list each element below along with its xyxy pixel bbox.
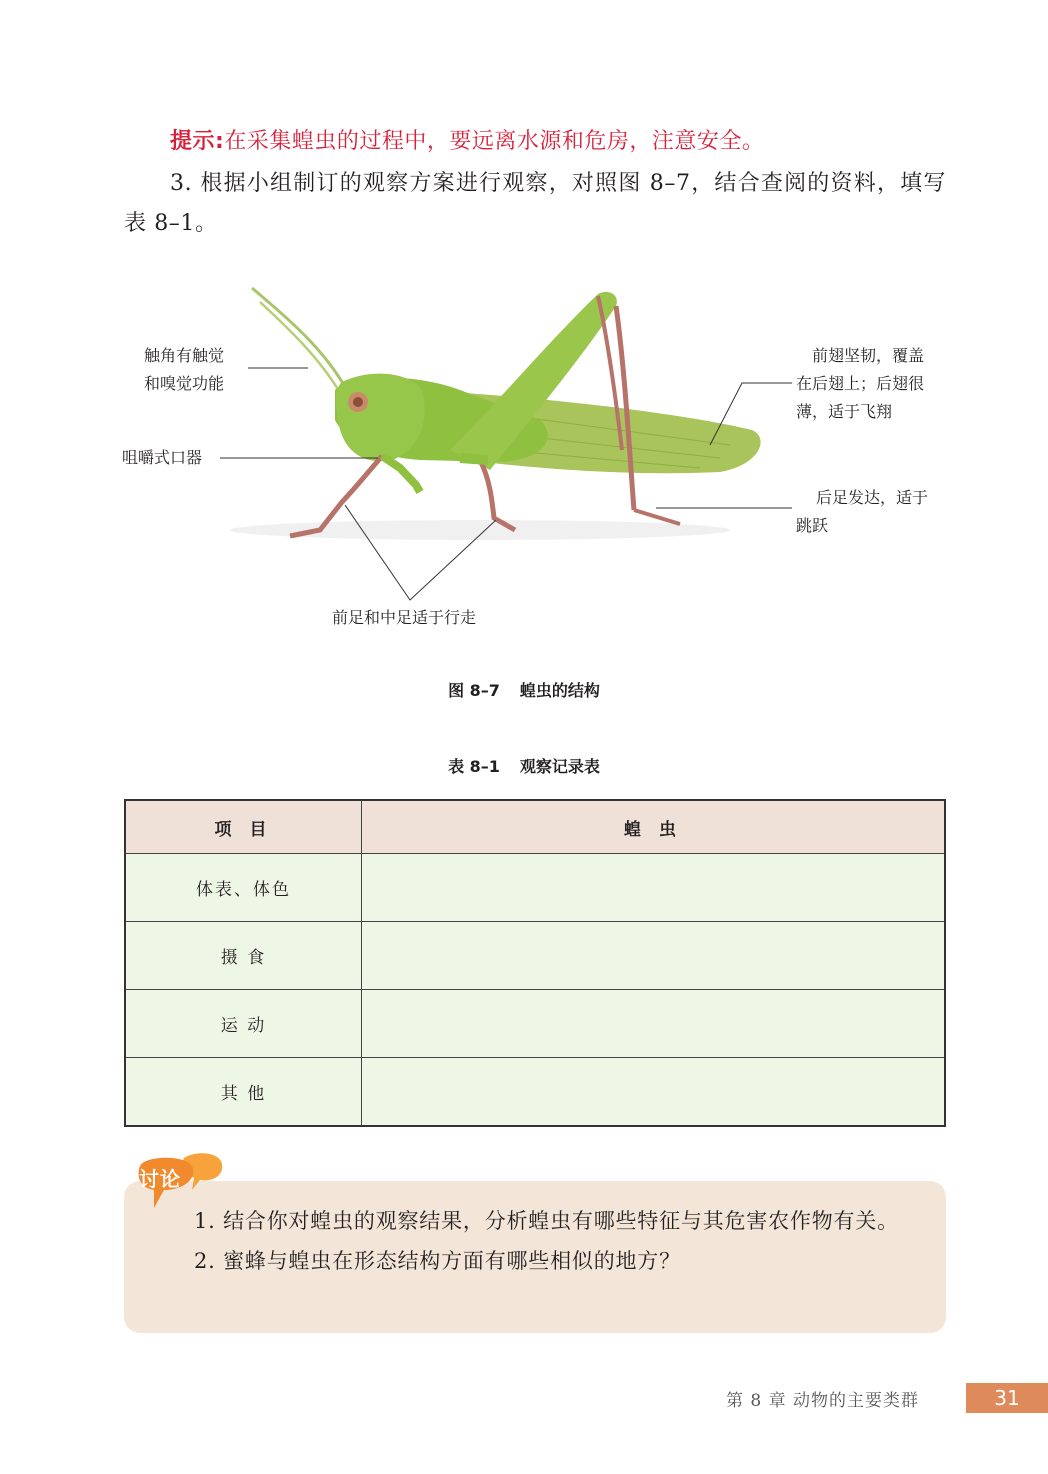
antenna-label: 触角有触觉 和嗅觉功能: [144, 346, 225, 393]
grasshopper-figure: [120, 280, 950, 660]
table-row: [125, 854, 945, 922]
discussion-label: 讨论: [139, 1167, 181, 1191]
discussion-question-1: 1. 结合你对蝗虫的观察结果，分析蝗虫有哪些特征与其危害农作物有关。: [194, 1209, 899, 1233]
grasshopper-illustration: [120, 280, 950, 660]
row-value-cell[interactable]: [362, 922, 946, 990]
safety-hint: [170, 124, 764, 155]
hint-text: 在采集蝗虫的过程中，要远离水源和危房，注意安全。: [224, 129, 765, 154]
row-value-cell[interactable]: [362, 1058, 946, 1127]
row-label: 摄 食: [125, 922, 362, 990]
table-row: [125, 990, 945, 1058]
figure-caption: 图 8–7 蝗虫的结构: [448, 681, 600, 700]
discussion-question-2: 2. 蜜蜂与蝗虫在形态结构方面有哪些相似的地方？: [194, 1249, 681, 1273]
wing-label: 前翅坚韧，覆盖 在后翅上；后翅很 薄，适于飞翔: [796, 346, 925, 421]
row-value-cell[interactable]: [362, 854, 946, 922]
table-row: [125, 1058, 945, 1127]
table-row: [125, 922, 945, 990]
table-header-row: [125, 800, 945, 854]
row-label: 体表、体色: [125, 854, 362, 922]
row-label: 运 动: [125, 990, 362, 1058]
instruction-paragraph: 3. 根据小组制订的观察方案进行观察，对照图 8–7，结合查阅的资料，填写表 8–1。: [124, 171, 946, 236]
row-value-cell[interactable]: [362, 990, 946, 1058]
table-caption: 表 8–1 观察记录表: [448, 757, 600, 776]
legs-label: 前足和中足适于行走: [332, 608, 477, 627]
hint-label: 提示:: [170, 129, 225, 154]
mouthpart-label: 咀嚼式口器: [122, 448, 203, 467]
discussion-box: [124, 1181, 946, 1333]
row-label: 其 他: [125, 1058, 362, 1127]
hindleg-label: 后足发达，适于 跳跃: [796, 488, 929, 535]
observation-table: [124, 799, 946, 1127]
header-item: 项 目: [125, 800, 362, 854]
page-number: 31: [966, 1383, 1048, 1413]
chapter-footer: 第 8 章 动物的主要类群: [726, 1391, 920, 1411]
header-subject: 蝗 虫: [362, 800, 946, 854]
